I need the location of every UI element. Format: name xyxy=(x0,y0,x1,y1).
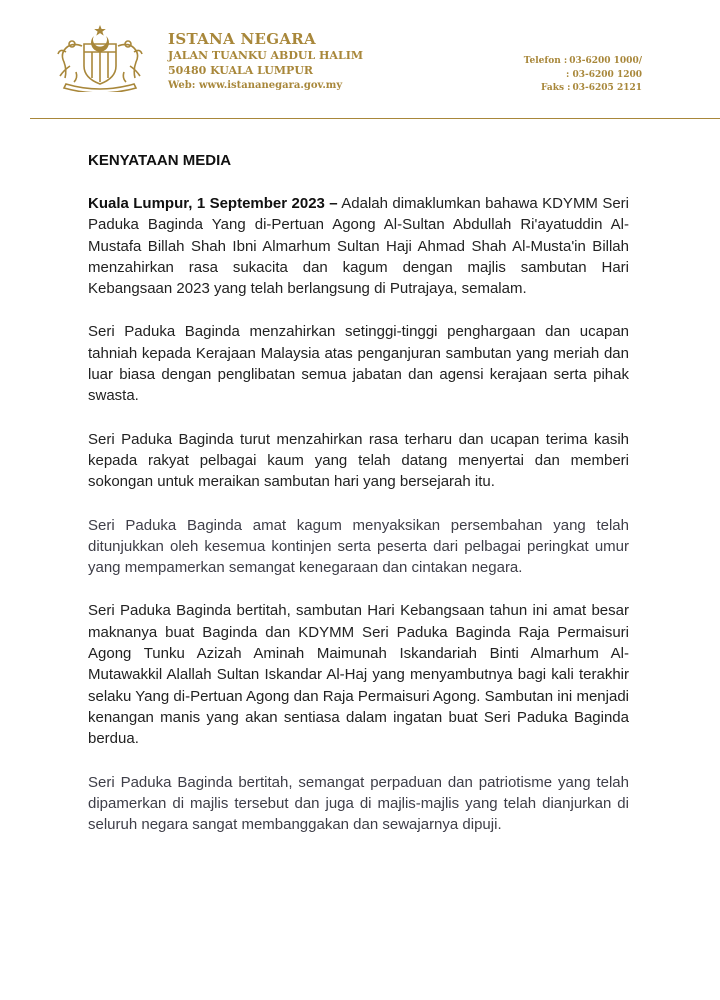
letterhead-divider xyxy=(30,118,720,119)
lead-paragraph xyxy=(88,193,629,299)
letterhead-organization xyxy=(168,30,363,93)
contact-block xyxy=(515,55,642,96)
lead-text: Adalah dimaklumkan bahawa KDYMM Seri Paduka Baginda Yang di-Pertuan Agong Al-Sultan Abdullah Ri'ayatuddin Al-Mustafa Billah Shah Ibni Almarhum Sultan Haji Ahmad Shah Al-Musta'in Billah menzahirkan rasa sukacita dan kagum dengan majlis sambutan Hari Kebangsaan 2023 yang telah berlangsung di Putrajaya, semalam. xyxy=(88,195,630,298)
statement-heading: KENYATAAN MEDIA xyxy=(88,152,232,169)
telefon-number-2: : 03-6200 1200 xyxy=(566,69,642,80)
faks-number: 03-6205 2121 xyxy=(572,83,642,93)
address-city: 50480 KUALA LUMPUR xyxy=(168,64,314,77)
paragraph-5: Seri Paduka Baginda bertitah, sambutan Hari Kebangsaan tahun ini amat besar maknanya buat Baginda dan KDYMM Seri Paduka Baginda Raja Permaisuri Agong Tunku Azizah Aminah Maimunah Iskandariah Binti Almarhum Al-Mutawakkil Alallah Sultan Iskandar Al-Haj yang menyambutnya bagi kali terakhir selaku Yang di-Pertuan Agong dan Raja Permaisuri Agong. Sambutan ini menjadi kenangan manis yang akan sentiasa dalam ingatan buat Seri Paduka Baginda berdua. xyxy=(88,602,629,748)
paragraph-2: Seri Paduka Baginda menzahirkan setinggi-tinggi penghargaan dan ucapan tahniah kepada Kerajaan Malaysia atas penganjuran sambutan yang meriah dan luar biasa dengan penglibatan semua jabatan dan agensi kerajaan serta pihak swasta. xyxy=(88,323,629,405)
telefon-number-1: 03-6200 1000/ xyxy=(569,56,642,66)
address-street: JALAN TUANKU ABDUL HALIM xyxy=(168,49,364,62)
telefon-label: Telefon : xyxy=(523,56,568,66)
dateline: Kuala Lumpur, 1 September 2023 – xyxy=(88,195,338,212)
paragraph-6: Seri Paduka Baginda bertitah, semangat perpaduan dan patriotisme yang telah dipamerkan di majlis tersebut dan juga di majlis-majlis yang telah dianjurkan di seluruh negara sangat membanggakan dan sewajarnya dipuji. xyxy=(88,773,629,834)
statement-body xyxy=(88,152,629,857)
organization-name: ISTANA NEGARA xyxy=(168,30,316,48)
coat-of-arms-icon xyxy=(50,22,150,92)
faks-label: Faks : xyxy=(541,83,571,93)
website-link[interactable]: Web: www.istananegara.gov.my xyxy=(168,80,343,91)
paragraph-3: Seri Paduka Baginda turut menzahirkan rasa terharu dan ucapan terima kasih kepada rakyat pelbagai kaum yang telah datang menyertai dan memberi sokongan untuk meraikan sambutan hari yang bersejarah itu. xyxy=(88,430,629,491)
paragraph-4: Seri Paduka Baginda amat kagum menyaksikan persembahan yang telah ditunjukkan oleh kesemua kontinjen serta peserta dari pelbagai peringkat umur yang mempamerkan semangat kenegaraan dan cintakan negara. xyxy=(88,516,629,577)
